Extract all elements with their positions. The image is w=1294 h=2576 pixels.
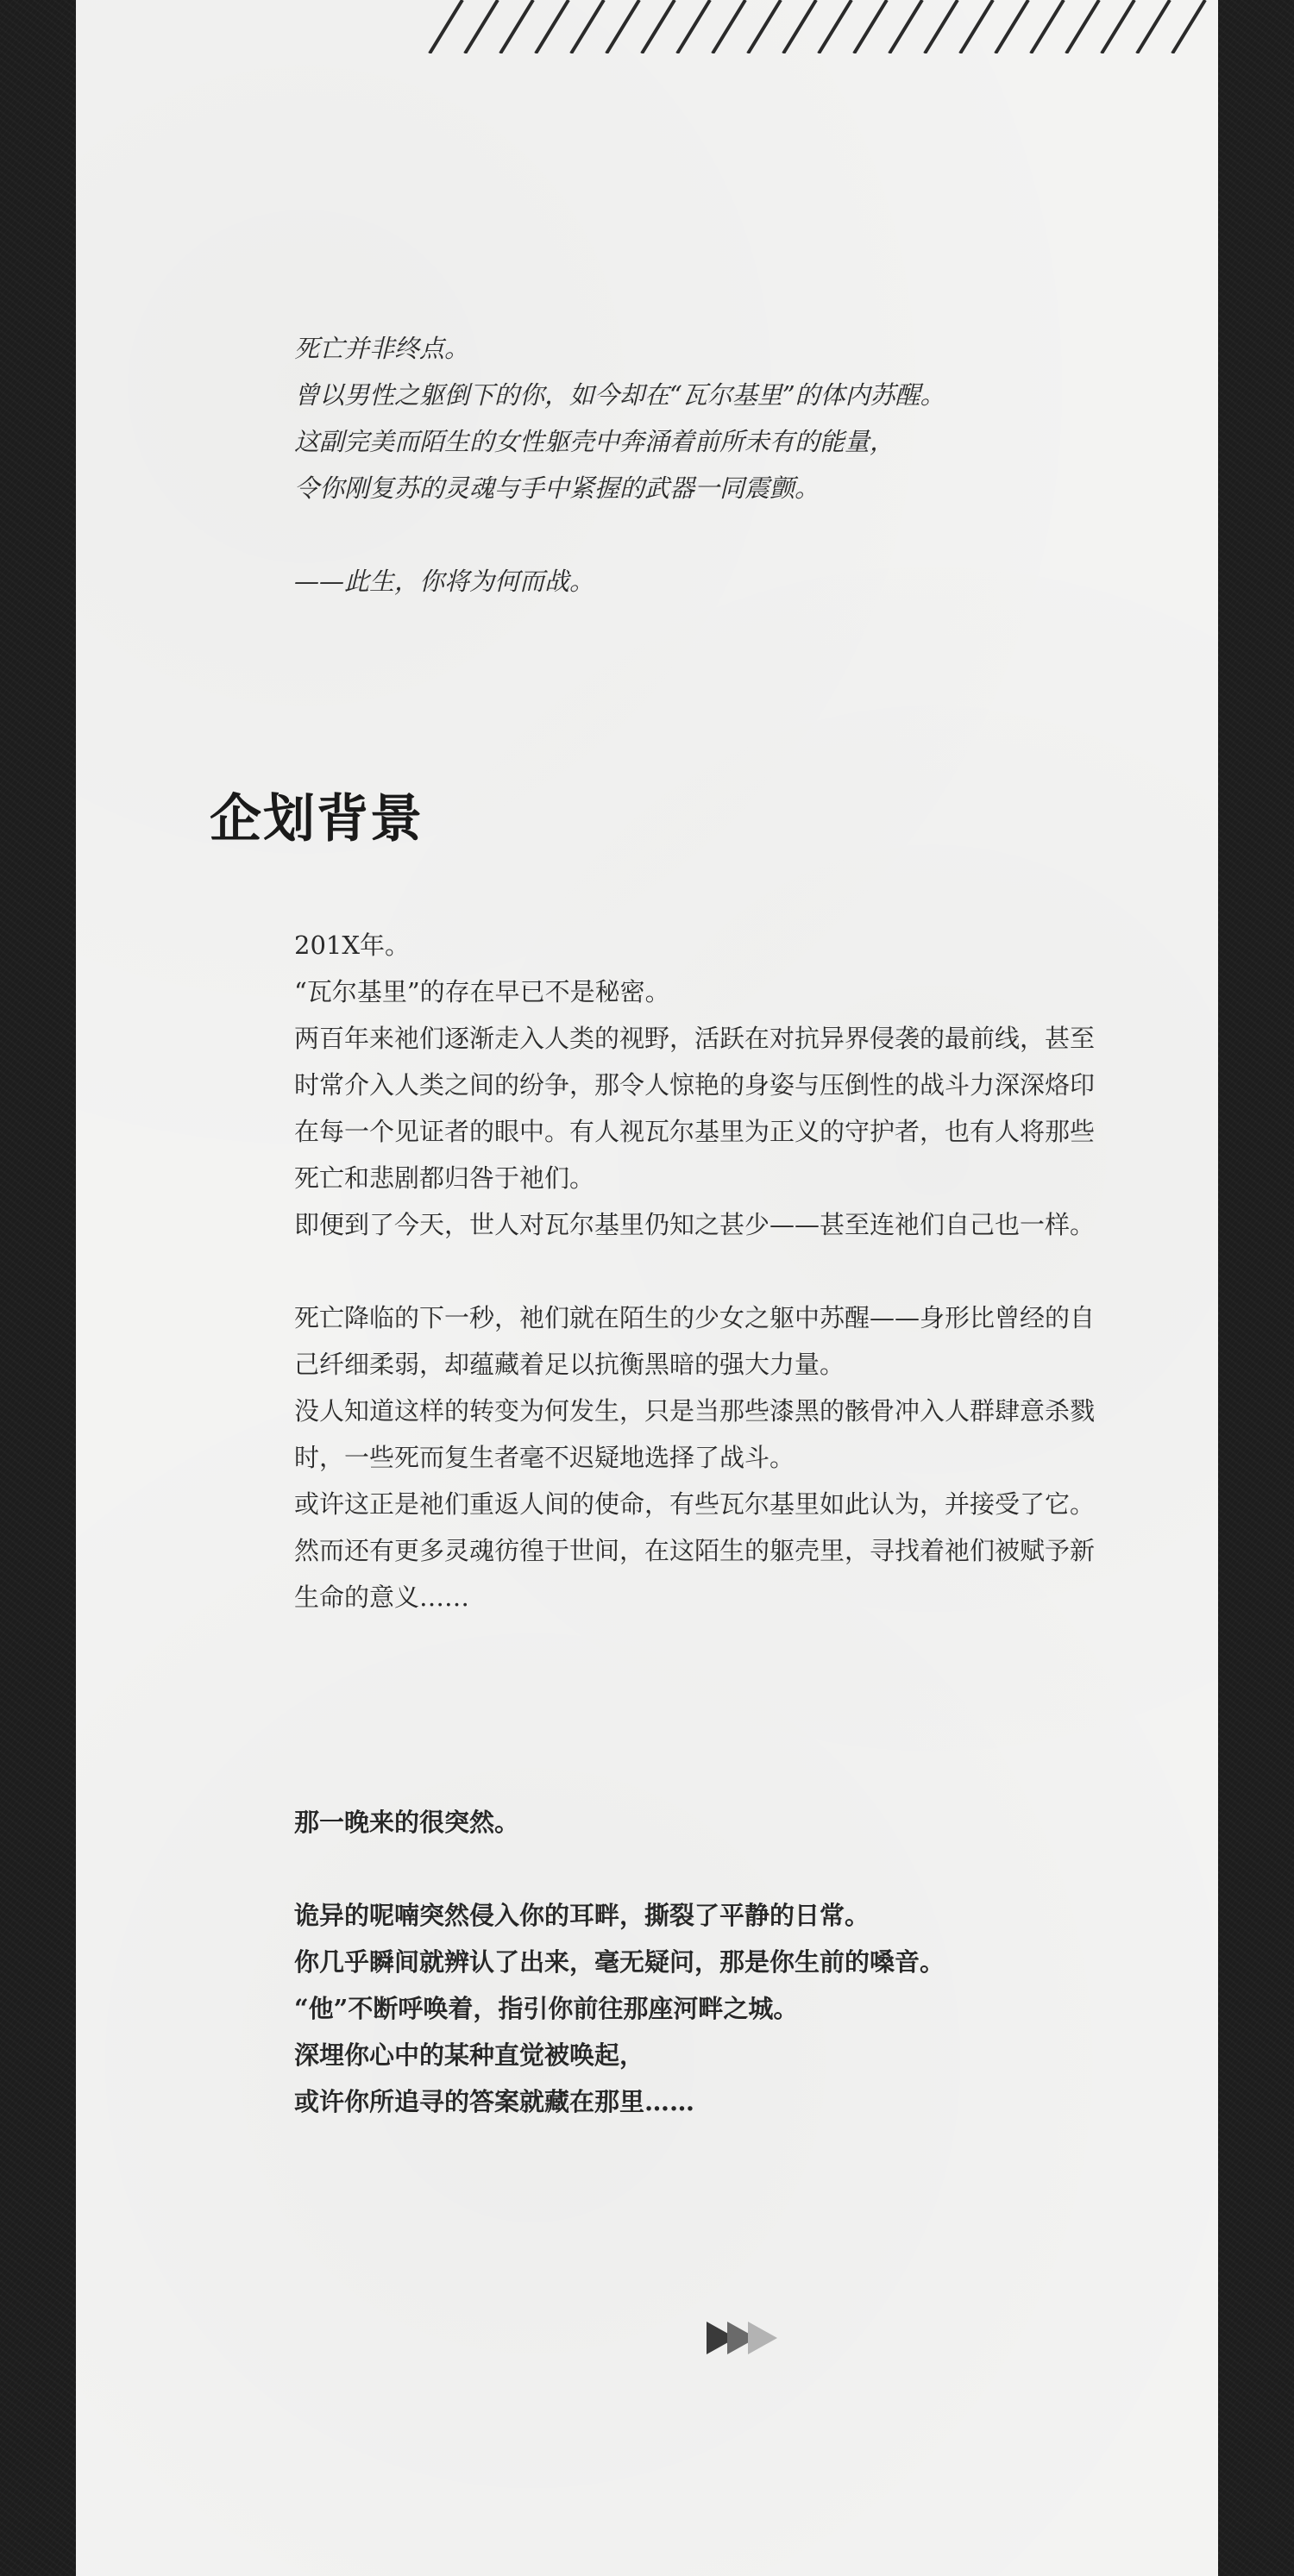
background-line: “瓦尔基里”的存在早已不是秘密。 — [294, 977, 670, 1006]
intro-line: 曾以男性之躯倒下的你，如今却在“瓦尔基里”的体内苏醒。 — [294, 380, 945, 410]
story-line: “他”不断呼唤着，指引你前往那座河畔之城。 — [294, 1994, 799, 2023]
intro-line: 这副完美而陌生的女性躯壳中奔涌着前所未有的能量， — [294, 427, 895, 456]
story-line: 深埋你心中的某种直觉被唤起， — [294, 2040, 645, 2070]
left-border — [0, 0, 76, 2576]
intro-closing: ——此生，你将为何而战。 — [294, 567, 595, 596]
background-text — [294, 922, 1174, 1620]
intro-quote — [294, 325, 1157, 605]
story-line: 诡异的呢喃突然侵入你的耳畔，撕裂了平静的日常。 — [294, 1901, 870, 1930]
background-line: 时，一些死而复生者毫不迟疑地选择了战斗。 — [294, 1443, 795, 1472]
background-line: 没人知道这样的转变为何发生，只是当那些漆黑的骸骨冲入人群肆意杀戮 — [294, 1396, 1096, 1426]
background-line: 或许这正是祂们重返人间的使命，有些瓦尔基里如此认为，并接受了它。 — [294, 1489, 1096, 1519]
background-line: 生命的意义…… — [294, 1583, 470, 1612]
next-arrows-icon[interactable] — [707, 2320, 784, 2356]
background-line: 死亡降临的下一秒，祂们就在陌生的少女之躯中苏醒——身形比曾经的自 — [294, 1303, 1096, 1332]
story-line: 你几乎瞬间就辨认了出来，毫无疑问，那是你生前的嗓音。 — [294, 1947, 945, 1977]
background-line: 在每一个见证者的眼中。有人视瓦尔基里为正义的守护者，也有人将那些 — [294, 1117, 1096, 1146]
background-line: 死亡和悲剧都归咎于祂们。 — [294, 1163, 595, 1193]
background-line: 然而还有更多灵魂彷徨于世间，在这陌生的躯壳里，寻找着祂们被赋予新 — [294, 1536, 1096, 1565]
intro-line: 令你刚复苏的灵魂与手中紧握的武器一同震颤。 — [294, 473, 820, 503]
story-text — [294, 1799, 1174, 2125]
story-opening: 那一晚来的很突然。 — [294, 1808, 520, 1837]
background-line: 两百年来祂们逐渐走入人类的视野，活跃在对抗异界侵袭的最前线，甚至 — [294, 1024, 1096, 1053]
background-line: 即便到了今天，世人对瓦尔基里仍知之甚少——甚至连祂们自己也一样。 — [294, 1210, 1096, 1239]
background-line: 己纤细柔弱，却蕴藏着足以抗衡黑暗的强大力量。 — [294, 1350, 845, 1379]
background-line: 201X年。 — [294, 931, 410, 960]
intro-line: 死亡并非终点。 — [294, 334, 470, 363]
story-line: 或许你所追寻的答案就藏在那里…… — [294, 2087, 695, 2116]
right-border — [1218, 0, 1294, 2576]
paper-panel — [76, 0, 1218, 2576]
background-line: 时常介入人类之间的纷争，那令人惊艳的身姿与压倒性的战斗力深深烙印 — [294, 1070, 1096, 1100]
diagonal-stripes-icon — [428, 0, 1208, 53]
section-title: 企划背景 — [210, 789, 424, 849]
